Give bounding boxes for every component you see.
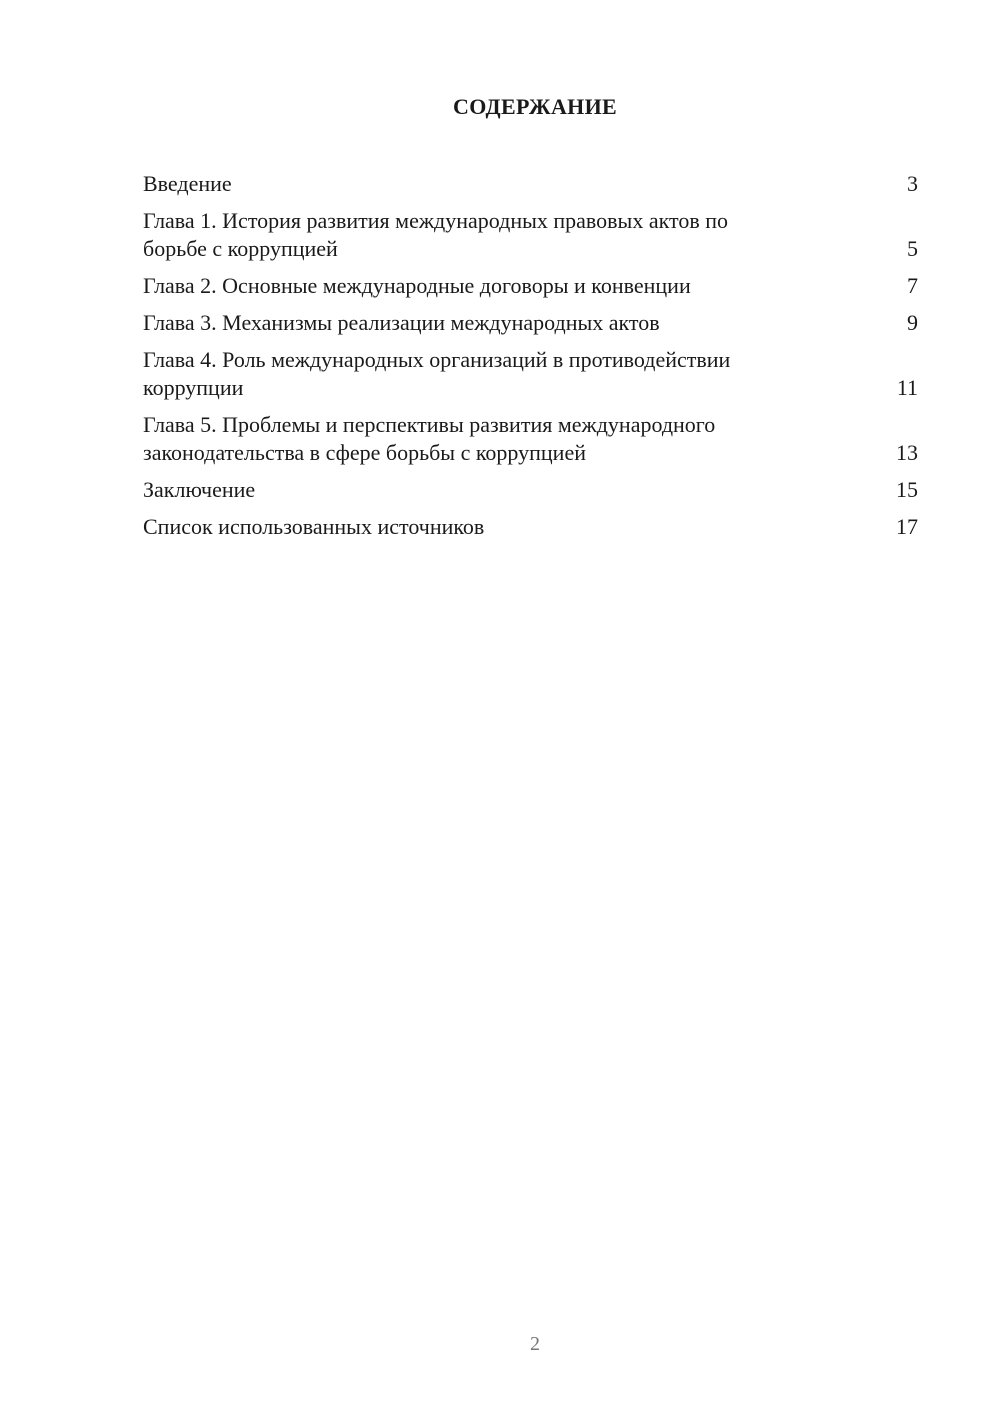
toc-entry-title: Глава 4. Роль международных организаций в противодействии коррупции xyxy=(143,347,731,400)
toc-entry-chapter-5 xyxy=(143,411,918,467)
toc-entry-page: 11 xyxy=(896,375,918,400)
toc-entry-page: 17 xyxy=(896,514,918,539)
toc-entry-page: 15 xyxy=(896,477,918,502)
toc-entry-conclusion xyxy=(143,476,918,504)
toc-entry-chapter-1 xyxy=(143,207,918,263)
toc-entry-page: 9 xyxy=(907,310,918,335)
toc-entry-chapter-2 xyxy=(143,272,918,300)
toc-entry-chapter-3 xyxy=(143,309,918,337)
toc-entry-references xyxy=(143,513,918,541)
toc-entry-title: Глава 2. Основные международные договоры и конвенции xyxy=(143,273,691,298)
toc-entry-page: 13 xyxy=(896,440,918,465)
toc-entry-title: Глава 5. Проблемы и перспективы развития международного законодательства в сфере борьбы с коррупцией xyxy=(143,412,716,465)
toc-entry-title: Глава 1. История развития международных правовых актов по борьбе с коррупцией xyxy=(143,208,728,261)
toc-entry-title: Введение xyxy=(143,171,232,196)
toc-entry-title: Глава 3. Механизмы реализации международных актов xyxy=(143,310,660,335)
toc-entry-title: Список использованных источников xyxy=(143,514,485,539)
toc-heading: СОДЕРЖАНИЕ xyxy=(453,94,617,119)
table-of-contents xyxy=(143,170,918,550)
toc-entry-title: Заключение xyxy=(143,477,256,502)
toc-entry-page: 7 xyxy=(907,273,918,298)
toc-entry-page: 3 xyxy=(907,171,918,196)
toc-entry-introduction xyxy=(143,170,918,198)
toc-entry-chapter-4 xyxy=(143,346,918,402)
toc-entry-page: 5 xyxy=(907,236,918,261)
page-number: 2 xyxy=(530,1333,540,1355)
